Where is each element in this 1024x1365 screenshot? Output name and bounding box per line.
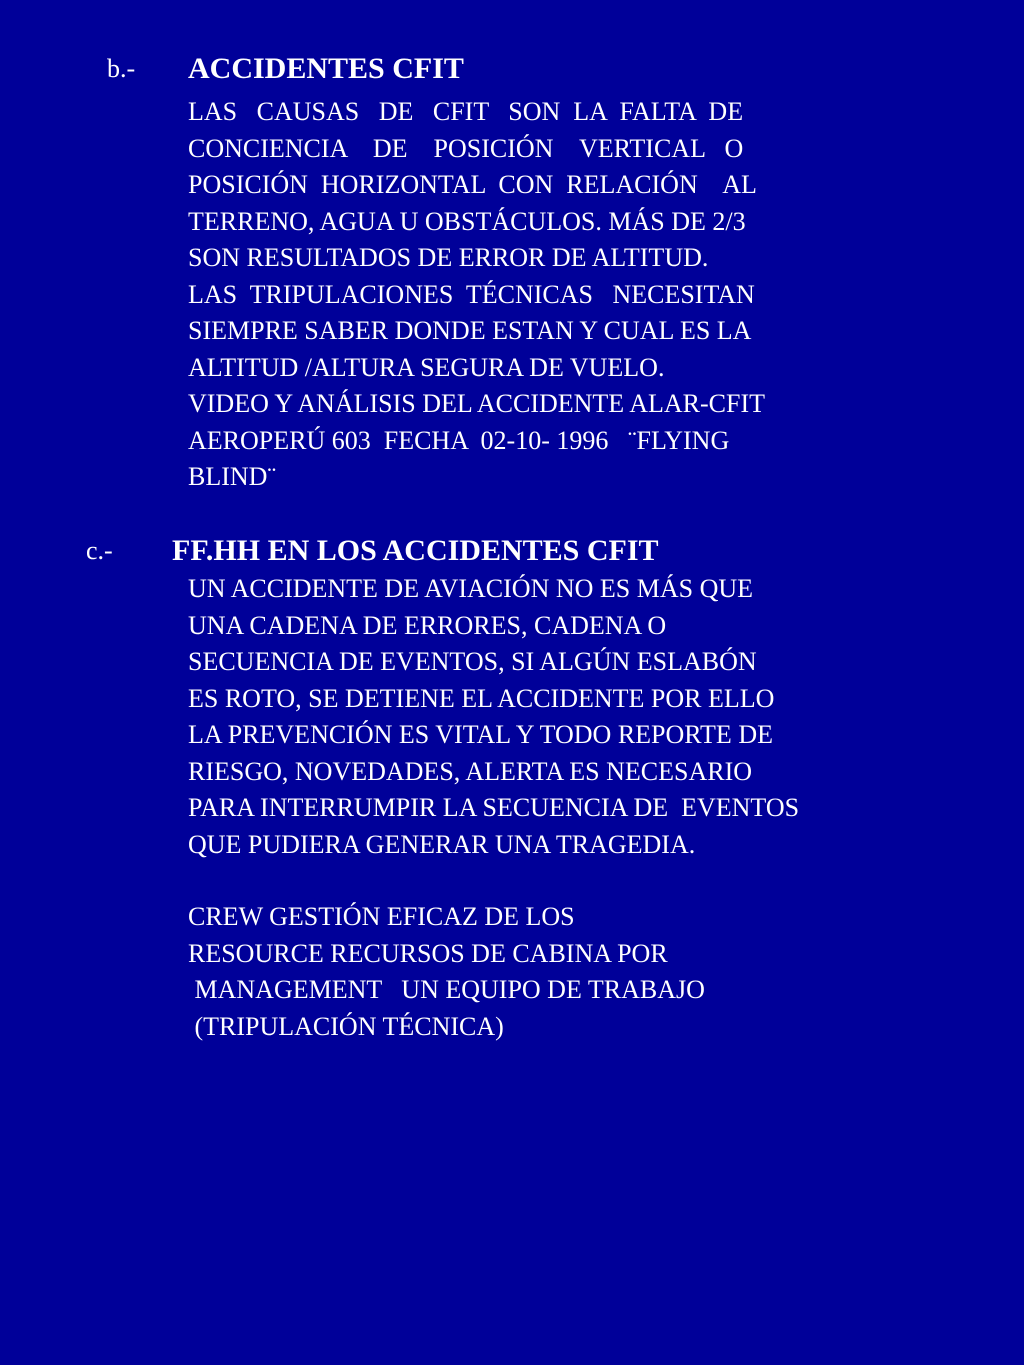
section-c-line: QUE PUDIERA GENERAR UNA TRAGEDIA. (188, 829, 696, 859)
section-b-line: ALTITUD /ALTURA SEGURA DE VUELO. (188, 352, 665, 382)
section-c-body (188, 571, 799, 863)
section-c-heading: FF.HH EN LOS ACCIDENTES CFIT (172, 534, 659, 567)
section-c-line: ES ROTO, SE DETIENE EL ACCIDENTE POR ELLO (188, 683, 775, 713)
section-c-line: UN ACCIDENTE DE AVIACIÓN NO ES MÁS QUE (188, 574, 754, 603)
section-b-line: SON RESULTADOS DE ERROR DE ALTITUD. (188, 243, 709, 272)
section-b-line: SIEMPRE SABER DONDE ESTAN Y CUAL ES LA (188, 316, 752, 345)
section-b-line: TERRENO, AGUA U OBSTÁCULOS. MÁS DE 2/3 (188, 206, 746, 236)
section-c-line: PARA INTERRUMPIR LA SECUENCIA DE EVENTOS (188, 793, 800, 822)
crm-line: RESOURCE RECURSOS DE CABINA POR (188, 938, 668, 968)
section-b-line: POSICIÓN HORIZONTAL CON RELACIÓN AL (188, 170, 757, 199)
section-b-marker: b.- (107, 54, 136, 83)
section-b-line: CONCIENCIA DE POSICIÓN VERTICAL O (188, 133, 744, 163)
section-b-line: LAS CAUSAS DE CFIT SON LA FALTA DE (188, 97, 744, 126)
section-c-line: SECUENCIA DE EVENTOS, SI ALGÚN ESLABÓN (188, 647, 757, 676)
section-c-line: RIESGO, NOVEDADES, ALERTA ES NECESARIO (188, 756, 753, 786)
section-c-marker: c.- (86, 536, 113, 565)
section-b-line: BLIND¨ (188, 462, 277, 491)
crm-line: MANAGEMENT UN EQUIPO DE TRABAJO (188, 975, 705, 1004)
crm-line: (TRIPULACIÓN TÉCNICA) (188, 1011, 504, 1041)
section-b-body (188, 94, 765, 496)
crm-definition (188, 899, 705, 1045)
section-b-line: LAS TRIPULACIONES TÉCNICAS NECESITAN (188, 279, 755, 309)
section-c-line: LA PREVENCIÓN ES VITAL Y TODO REPORTE DE (188, 720, 773, 749)
crm-line: CREW GESTIÓN EFICAZ DE LOS (188, 902, 575, 931)
section-b-line: VIDEO Y ANÁLISIS DEL ACCIDENTE ALAR-CFIT (188, 389, 766, 418)
section-b-heading: ACCIDENTES CFIT (188, 52, 464, 85)
section-c-line: UNA CADENA DE ERRORES, CADENA O (188, 610, 667, 640)
section-b-line: AEROPERÚ 603 FECHA 02-10- 1996 ¨FLYING (188, 425, 730, 455)
